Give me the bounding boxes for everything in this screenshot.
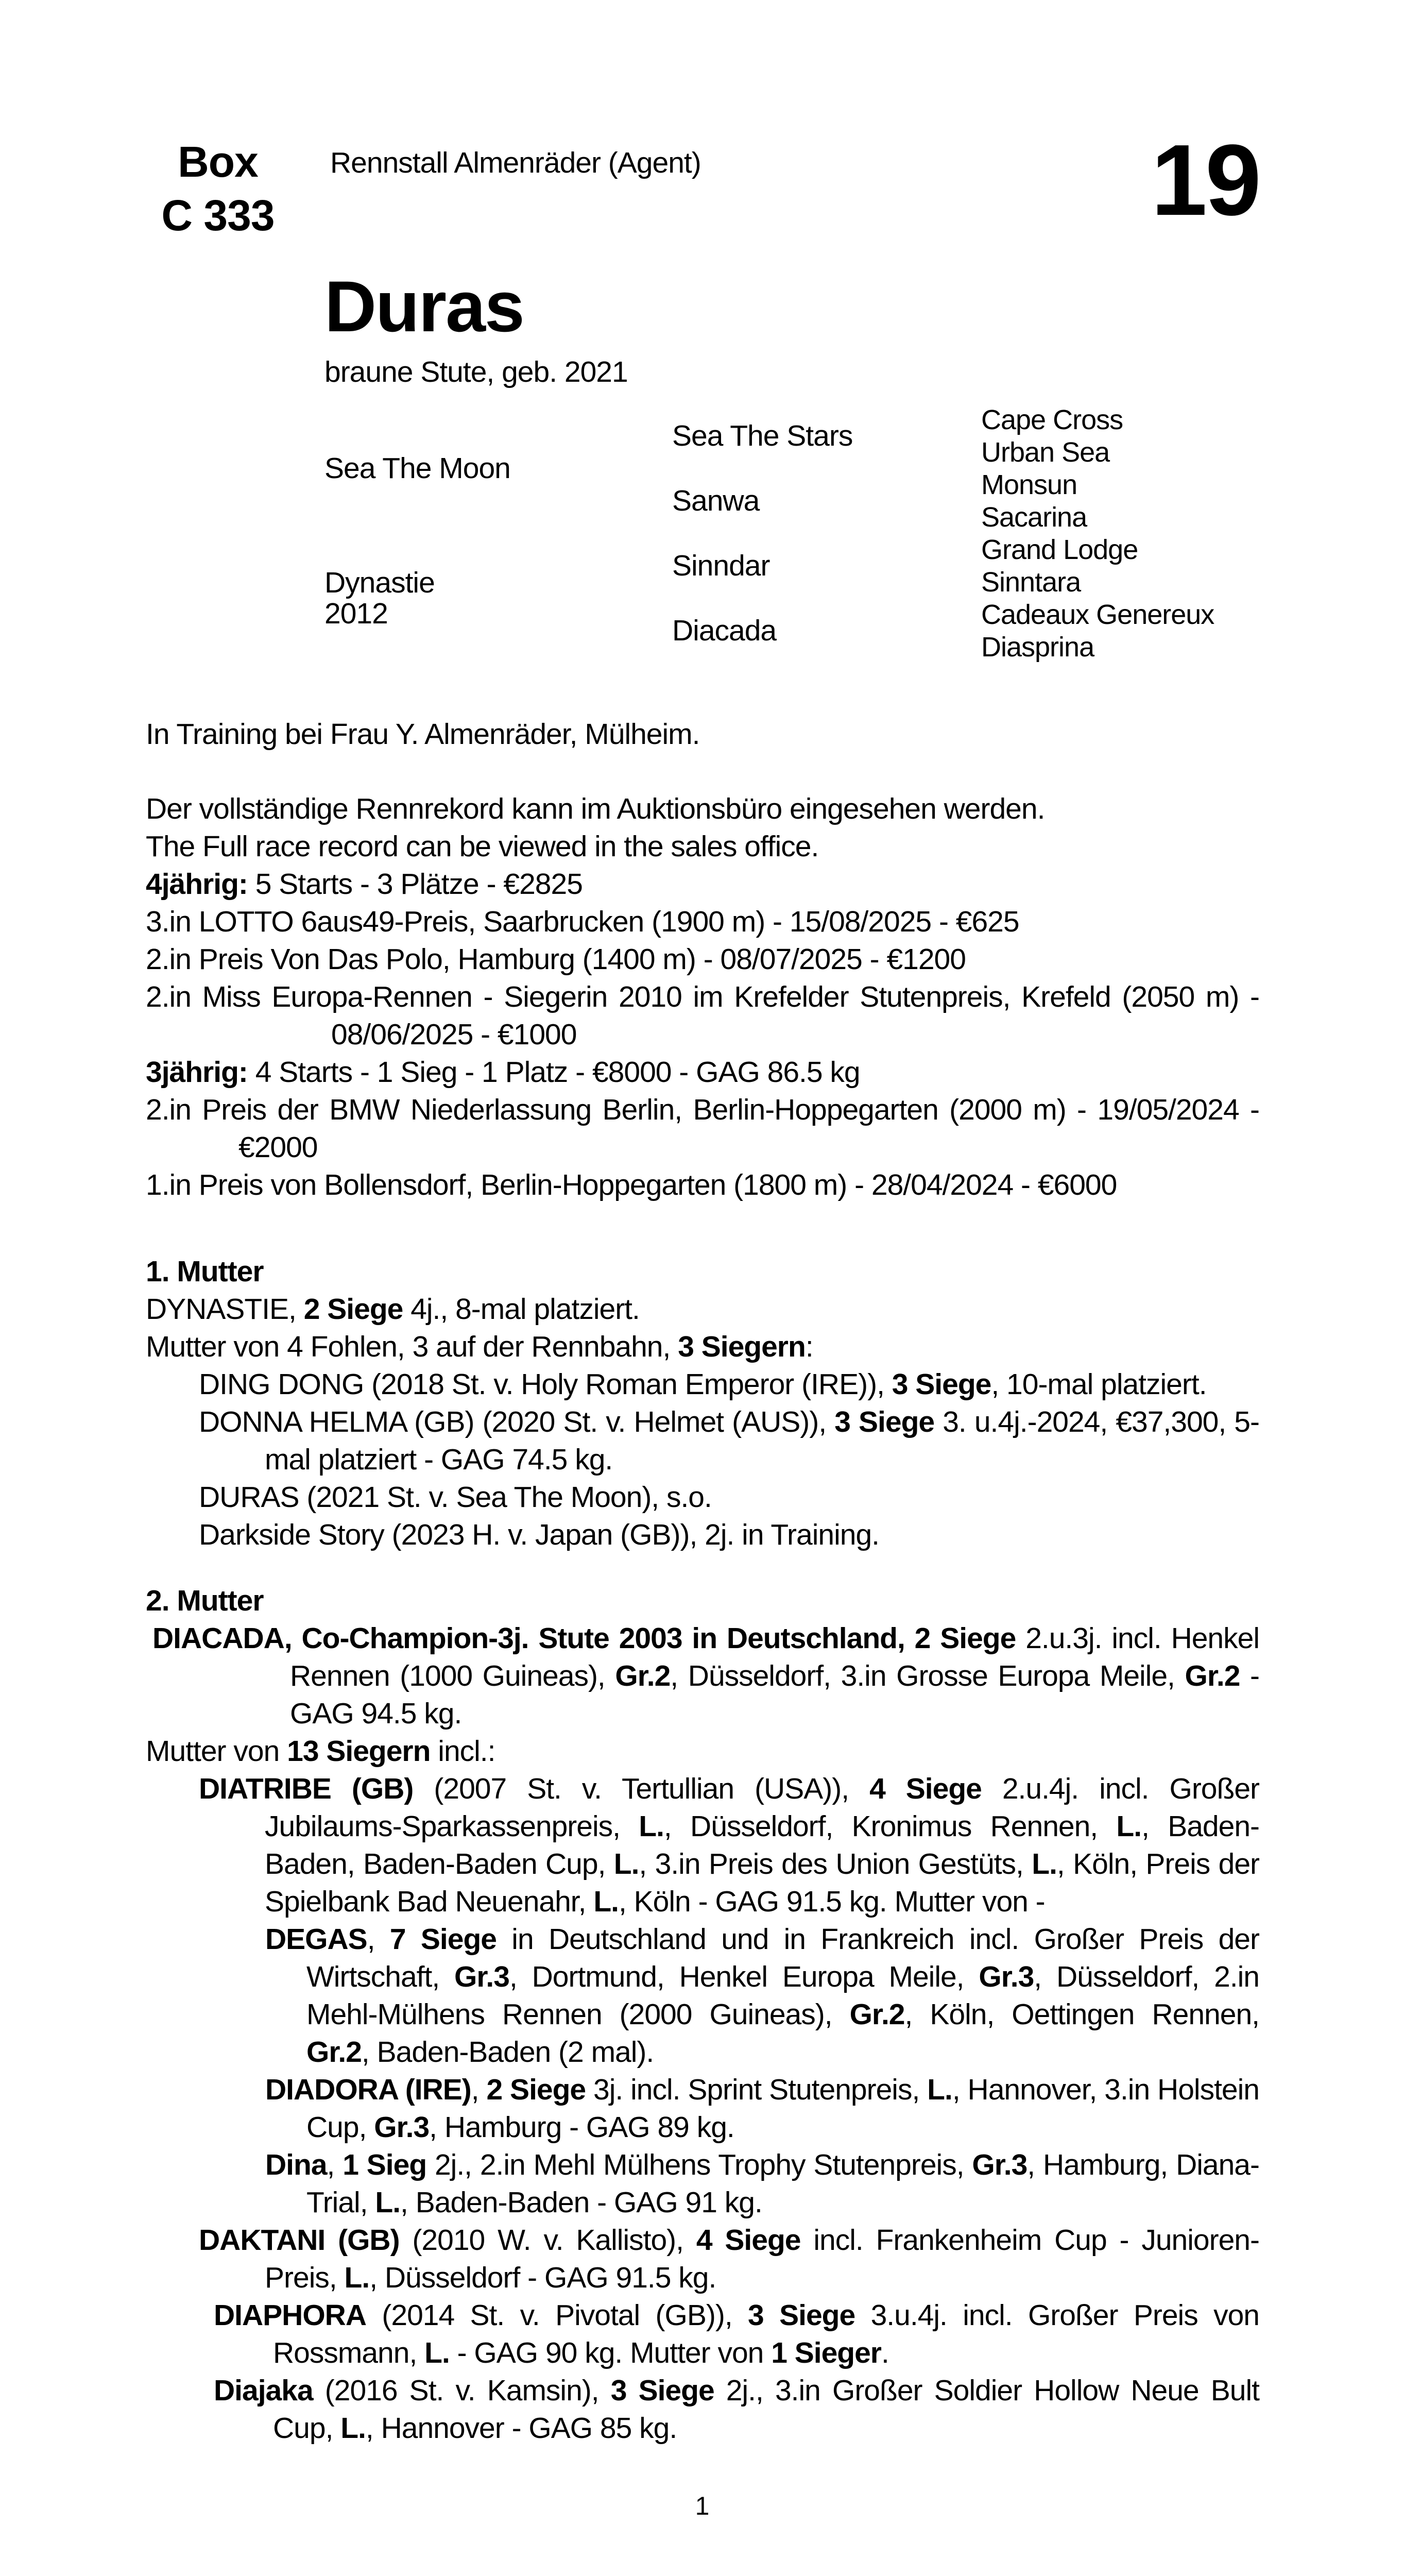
text-run: , Düsseldorf - GAG 91.5 kg. — [369, 2261, 716, 2294]
text-run: 3.in LOTTO 6aus49-Preis, Saarbrucken (1900 m) - 15/08/2025 - €625 — [146, 905, 1019, 938]
text-run-bold: 7 Siege — [389, 1923, 496, 1956]
paragraph — [146, 941, 1259, 978]
paragraph — [146, 1770, 1259, 1921]
pedigree-table — [324, 403, 1259, 663]
text-run-bold: DAKTANI (GB) — [199, 2224, 400, 2257]
text-run-bold: DEGAS — [265, 1923, 367, 1956]
text-run: , 3.in Preis des Union Gestüts, — [639, 1848, 1032, 1880]
text-run-bold: Diajaka — [214, 2374, 313, 2407]
paragraph — [146, 1516, 1259, 1554]
pedigree-gen3-entry: Cadeaux Genereux — [981, 599, 1214, 630]
text-run: (2016 St. v. Kamsin), — [313, 2374, 611, 2407]
box-code: C 333 — [161, 191, 275, 240]
page-content — [146, 124, 1260, 2447]
text-run-bold: 4jährig: — [146, 868, 248, 901]
horse-description: braune Stute, geb. 2021 — [324, 355, 628, 388]
text-run-bold: L. — [639, 1810, 664, 1843]
text-run: (2007 St. v. Tertullian (USA)), — [413, 1772, 870, 1805]
pedigree-gen3-entry: Urban Sea — [981, 436, 1110, 468]
text-run-bold: DIADORA (IRE) — [265, 2073, 471, 2106]
text-run: , Hannover - GAG 85 kg. — [365, 2412, 677, 2445]
text-run: , Hannover, 3.in Holstein Cup, — [306, 2073, 1259, 2144]
pedigree-dam-name: Dynastie — [324, 566, 435, 599]
paragraph — [146, 2297, 1259, 2372]
text-run-bold: 3 Siege — [834, 1405, 935, 1438]
text-run: 2.in Miss Europa-Rennen - Siegerin 2010 im Krefelder Stutenpreis, Krefeld (2050 m) - 08/06/2025 - €1000 — [146, 980, 1259, 1051]
text-run-bold: L. — [1116, 1810, 1142, 1843]
text-run-bold: L. — [344, 2261, 370, 2294]
section-1-mutter — [146, 1291, 1259, 1554]
horse-name: Duras — [324, 266, 524, 347]
text-run: DONNA HELMA (GB) (2020 St. v. Helmet (AUS)), — [199, 1405, 835, 1438]
paragraph — [146, 903, 1259, 941]
paragraph — [146, 1328, 1259, 1366]
text-run: - GAG 90 kg. Mutter von — [449, 2336, 772, 2369]
pedigree-gen3-entry: Monsun — [981, 469, 1077, 500]
section-heading-2-mutter: 2. Mutter — [146, 1584, 264, 1617]
text-run-bold: 4 Siege — [696, 2224, 801, 2257]
section-2-mutter — [146, 1620, 1259, 2447]
box-block — [146, 135, 290, 242]
text-run: , Köln, Oettingen Rennen, — [904, 1998, 1259, 2031]
paragraph — [146, 1733, 1259, 1770]
page-number: 1 — [695, 2492, 709, 2520]
text-run: , Düsseldorf, Kronimus Rennen, — [663, 1810, 1117, 1843]
text-run-bold: Gr.2 — [849, 1998, 905, 2031]
text-run: incl. Frankenheim Cup - Junioren-Preis, — [265, 2224, 1259, 2294]
text-run-bold: 3 Siege — [610, 2374, 714, 2407]
text-run: 3j. incl. Sprint Stutenpreis, — [586, 2073, 928, 2106]
text-run-bold: 3 Siege — [892, 1368, 991, 1401]
text-run-bold: 3jährig: — [146, 1056, 248, 1089]
text-run-bold: L. — [340, 2412, 366, 2445]
text-run: The Full race record can be viewed in the sales office. — [146, 830, 819, 863]
pedigree-gen3-entry: Grand Lodge — [981, 534, 1138, 565]
text-run: , Dortmund, Henkel Europa Meile, — [509, 1960, 979, 1993]
paragraph — [146, 1479, 1259, 1516]
text-run-bold: DIATRIBE (GB) — [199, 1772, 414, 1805]
pedigree-gen2-sire-sire: Sea The Stars — [672, 419, 853, 452]
text-run: , Düsseldorf, 2.in Mehl-Mülhens Rennen (2000 Guineas), — [306, 1960, 1259, 2031]
text-run-bold: 4 Siege — [869, 1772, 982, 1805]
text-run: , Köln, Preis der Spielbank Bad Neuenahr, — [265, 1848, 1260, 1918]
text-run-bold: Gr.2 — [1185, 1659, 1240, 1692]
text-run-bold: 2 Siege — [303, 1293, 403, 1326]
paragraph — [146, 1921, 1259, 2071]
text-run-bold: L. — [375, 2186, 401, 2219]
text-run: 5 Starts - 3 Plätze - €2825 — [247, 868, 583, 901]
text-run: 4j., 8-mal platziert. — [403, 1293, 640, 1326]
paragraph — [146, 1166, 1259, 1204]
paragraph — [146, 978, 1259, 1054]
text-run: Darkside Story (2023 H. v. Japan (GB)), 2j. in Training. — [199, 1518, 879, 1551]
text-run: in Deutschland und in Frankreich incl. Großer Preis der Wirtschaft, — [306, 1923, 1259, 1993]
text-run: , Hamburg - GAG 89 kg. — [429, 2111, 734, 2144]
text-run: Mutter von — [146, 1735, 287, 1768]
text-run-bold: DIAPHORA — [214, 2299, 367, 2332]
text-run: , Baden-Baden (2 mal). — [361, 2036, 654, 2069]
text-run-bold: Gr.2 — [306, 2036, 362, 2069]
paragraph — [146, 2071, 1259, 2146]
pedigree-gen3-entry: Sacarina — [981, 501, 1087, 533]
text-run: , Hamburg, Diana-Trial, — [306, 2148, 1259, 2219]
paragraph — [146, 1366, 1259, 1403]
text-run: , — [471, 2073, 487, 2106]
text-run-bold: L. — [1032, 1848, 1057, 1880]
text-run: , Baden-Baden, Baden-Baden Cup, — [265, 1810, 1259, 1880]
text-run-bold: 1 Sieg — [343, 2148, 427, 2181]
pedigree-sire: Sea The Moon — [324, 452, 510, 485]
text-run: DYNASTIE, — [146, 1293, 304, 1326]
training-note: In Training bei Frau Y. Almenräder, Mülheim. — [146, 718, 700, 751]
paragraph — [146, 1291, 1259, 1328]
pedigree-gen3-entry: Sinntara — [981, 566, 1081, 598]
text-run: Der vollständige Rennrekord kann im Auktionsbüro eingesehen werden. — [146, 792, 1045, 825]
text-run-bold: Dina — [265, 2148, 327, 2181]
text-run: 2.u.4j. incl. Großer Jubilaums-Sparkassenpreis, — [265, 1772, 1260, 1843]
box-label: Box — [178, 138, 258, 186]
text-run: (2014 St. v. Pivotal (GB)), — [366, 2299, 748, 2332]
paragraph — [146, 1403, 1259, 1479]
paragraph — [146, 790, 1259, 828]
text-run: , Düsseldorf, 3.in Grosse Europa Meile, — [670, 1659, 1185, 1692]
text-run: - GAG 94.5 kg. — [290, 1659, 1259, 1730]
paragraph — [146, 828, 1259, 866]
pedigree-dam — [324, 567, 672, 629]
text-run-bold: Gr.3 — [374, 2111, 430, 2144]
paragraph — [146, 1054, 1259, 1091]
text-run: 3. u.4j.-2024, €37,300, 5-mal platziert - GAG 74.5 kg. — [265, 1405, 1259, 1476]
consignor-name: Rennstall Almenräder (Agent) — [330, 146, 701, 179]
paragraph — [146, 1620, 1259, 1733]
text-run: 1.in Preis von Bollensdorf, Berlin-Hoppegarten (1800 m) - 28/04/2024 - €6000 — [146, 1168, 1117, 1201]
text-run-bold: L. — [613, 1848, 639, 1880]
text-run: , — [367, 1923, 390, 1956]
paragraph — [146, 2222, 1259, 2297]
text-run-bold: L. — [927, 2073, 952, 2106]
text-run: : — [805, 1330, 813, 1363]
text-run-bold: L. — [593, 1885, 619, 1918]
text-run: 2j., 3.in Großer Soldier Hollow Neue Bult Cup, — [273, 2374, 1259, 2445]
paragraph — [146, 2146, 1259, 2222]
section-heading-1-mutter: 1. Mutter — [146, 1255, 264, 1288]
text-run-bold: DIACADA, Co-Champion-3j. Stute 2003 in Deutschland, 2 Siege — [152, 1622, 1016, 1655]
pedigree-gen2-sire-dam: Sanwa — [672, 484, 760, 517]
paragraph — [146, 866, 1259, 903]
text-run: DURAS (2021 St. v. Sea The Moon), s.o. — [199, 1481, 712, 1514]
pedigree-gen3-entry: Cape Cross — [981, 404, 1123, 435]
page-header — [146, 124, 1259, 242]
text-run-bold: Gr.3 — [454, 1960, 509, 1993]
text-run: 3.u.4j. incl. Großer Preis von Rossmann, — [273, 2299, 1259, 2369]
text-run: , Baden-Baden - GAG 91 kg. — [400, 2186, 762, 2219]
paragraph — [146, 1091, 1259, 1166]
text-run-bold: 3 Siegern — [678, 1330, 806, 1363]
text-run-bold: Gr.3 — [972, 2148, 1028, 2181]
text-run: 2.u.3j. incl. Henkel Rennen (1000 Guineas), — [290, 1622, 1259, 1692]
pedigree-gen2-dam-dam: Diacada — [672, 614, 777, 647]
text-run: 2.in Preis der BMW Niederlassung Berlin, Berlin-Hoppegarten (2000 m) - 19/05/2024 - €2000 — [146, 1093, 1259, 1164]
text-run-bold: L. — [424, 2336, 450, 2369]
text-run-bold: 13 Siegern — [287, 1735, 431, 1768]
race-record — [146, 790, 1259, 1204]
lot-number: 19 — [1151, 124, 1259, 236]
paragraph — [146, 2372, 1259, 2447]
text-run: . — [881, 2336, 889, 2369]
text-run: 2.in Preis Von Das Polo, Hamburg (1400 m) - 08/07/2025 - €1200 — [146, 943, 966, 976]
text-run: , — [327, 2148, 343, 2181]
text-run: Mutter von 4 Fohlen, 3 auf der Rennbahn, — [146, 1330, 678, 1363]
text-run: , 10-mal platziert. — [991, 1368, 1207, 1401]
text-run-bold: Gr.2 — [615, 1659, 671, 1692]
text-run: (2010 W. v. Kallisto), — [399, 2224, 696, 2257]
text-run: 2j., 2.in Mehl Mülhens Trophy Stutenpreis, — [426, 2148, 972, 2181]
pedigree-gen3-entry: Diasprina — [981, 631, 1094, 663]
pedigree-gen2-dam-sire: Sinndar — [672, 549, 770, 582]
text-run-bold: 1 Sieger — [771, 2336, 881, 2369]
text-run-bold: Gr.3 — [979, 1960, 1034, 1993]
text-run-bold: 3 Siege — [748, 2299, 855, 2332]
pedigree-dam-year: 2012 — [324, 597, 388, 630]
text-run: 4 Starts - 1 Sieg - 1 Platz - €8000 - GAG 86.5 kg — [247, 1056, 860, 1089]
text-run-bold: 2 Siege — [486, 2073, 586, 2106]
text-run: , Köln - GAG 91.5 kg. Mutter von - — [618, 1885, 1045, 1918]
text-run: incl.: — [430, 1735, 495, 1768]
text-run: DING DONG (2018 St. v. Holy Roman Emperor (IRE)), — [199, 1368, 892, 1401]
